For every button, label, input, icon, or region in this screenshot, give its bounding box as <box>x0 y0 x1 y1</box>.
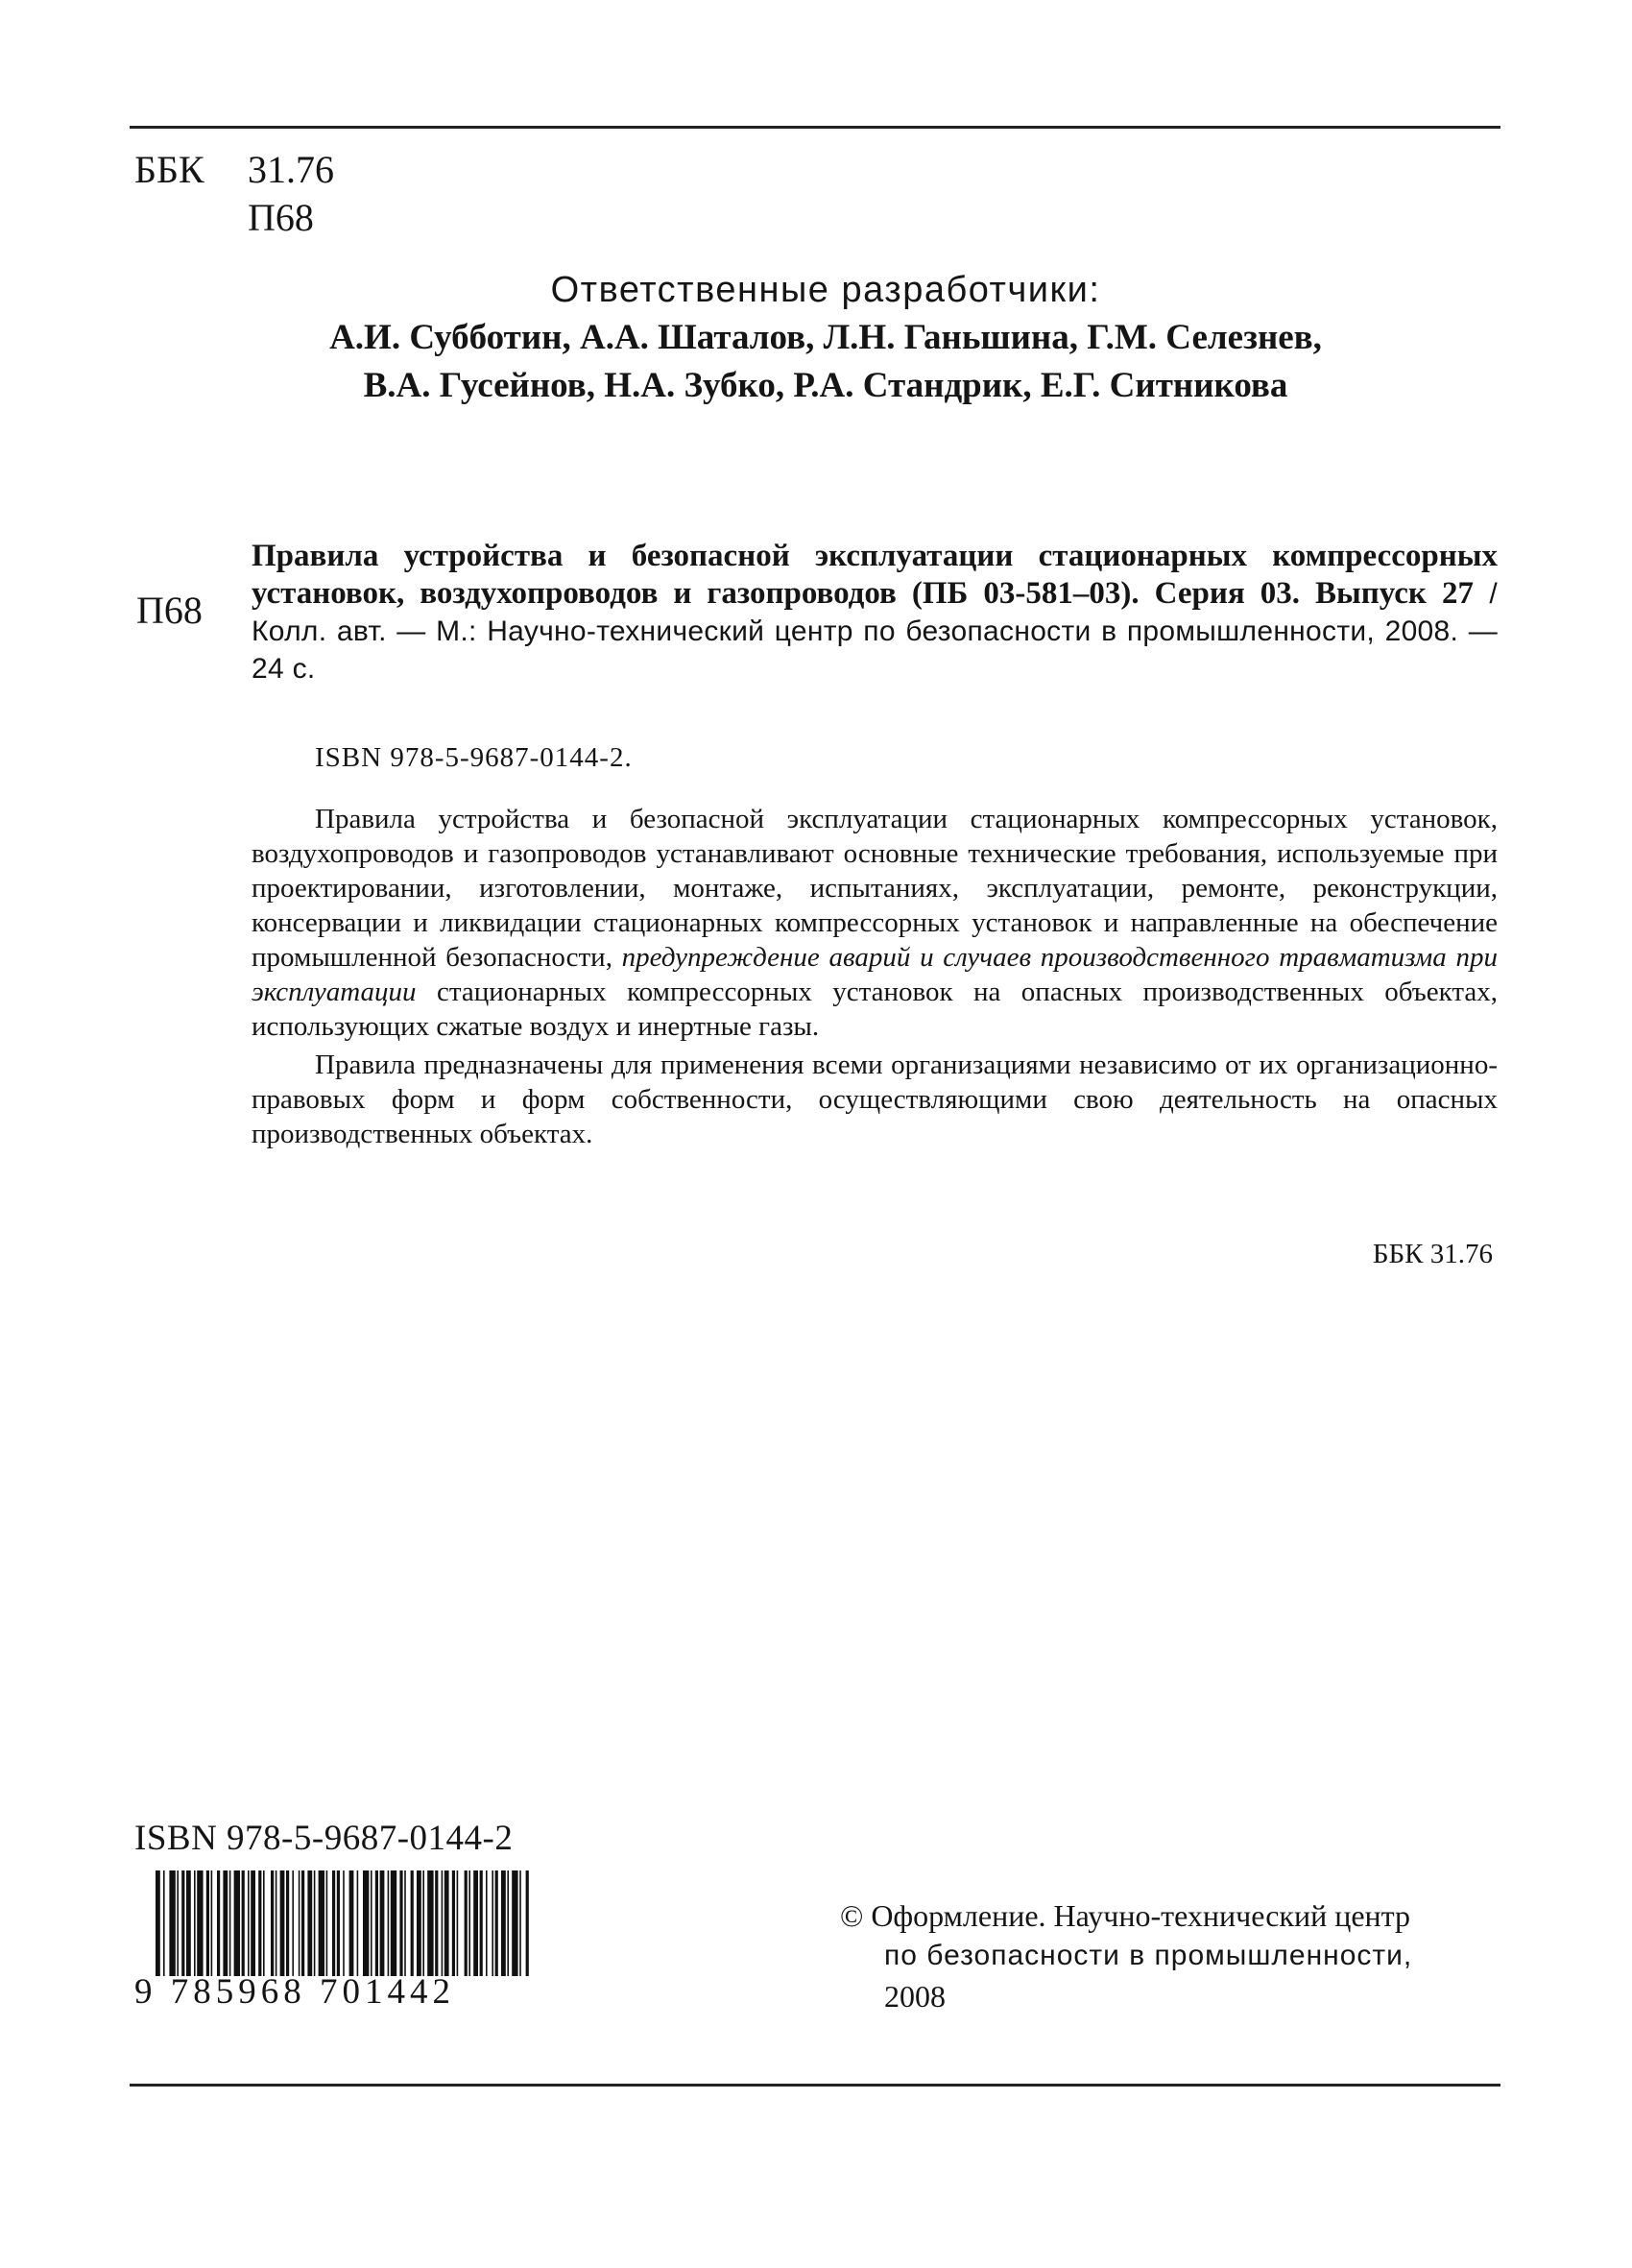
top-rule <box>130 126 1500 129</box>
copyright-line-1: © Оформление. Научно-технический центр <box>840 1898 1411 1933</box>
developer-names-line-2: В.А. Гусейнов, Н.А. Зубко, Р.А. Стандрик, Е.Г. Ситникова <box>363 366 1288 405</box>
abstract-p1-italic: предупреждение аварий и случаев производственного травматизма при эксплуатации <box>252 942 1498 1007</box>
isbn-barcode-label: ISBN 978-5-9687-0144-2 <box>134 1819 514 1858</box>
book-title: Правила устройства и безопасной эксплуатации стационарных компрессорных установок, воздухопроводов и газопроводов (ПБ 03-581–03). Серия 03. Выпуск 27 <box>252 539 1498 611</box>
copyright-line-3: 2008 <box>884 1979 946 2014</box>
isbn-catalog: ISBN 978-5-9687-0144-2. <box>315 742 633 773</box>
bibliographic-record <box>252 538 1498 688</box>
responsible-label: Ответственные разработчики: <box>550 270 1101 310</box>
abstract-paragraph-2: Правила предназначены для применения всеми организациями независимо от их организационно-правовых форм и форм собственности, осуществляющими свою деятельность на опасных производственных объектах. <box>252 1050 1498 1149</box>
bottom-rule <box>130 2084 1500 2087</box>
barcode-image <box>134 1870 538 1976</box>
author-mark: П68 <box>248 196 314 239</box>
abstract-p1-end: стационарных компрессорных установок на опасных производственных объектах, использующих сжатые воздух и инертные газы. <box>252 977 1498 1042</box>
copyright-notice <box>840 1895 1412 2016</box>
abstract-paragraph-1 <box>252 802 1498 1044</box>
publication-details: / Колл. авт. — М.: Научно-технический центр по безопасности в промышленности, 2008. — 24 с. <box>252 578 1498 685</box>
bbk-label: ББК <box>134 148 204 191</box>
responsible-developers <box>240 266 1411 410</box>
bbk-index-block <box>134 146 334 242</box>
barcode-digits: 9 785968 701442 <box>134 1972 455 2012</box>
abstract-p1-start: Правила устройства и безопасной эксплуатации стационарных компрессорных установок, воздухопроводов и газопроводов устанавливают основные технические требования, используемые при проектировании, изготовлении, монтаже, испытаниях, эксплуатации, ремонте, реконструкции, консервации и ликвидации стационарных компрессорных установок и направленные на обеспечение промышленной безопасности, <box>252 804 1498 973</box>
developer-names-line-1: А.И. Субботин, А.А. Шаталов, Л.Н. Ганьшина, Г.М. Селезнев, <box>329 318 1322 357</box>
catalog-author-mark: П68 <box>136 589 203 632</box>
copyright-line-2: по безопасности в промышленности, <box>884 1940 1413 1971</box>
abstract <box>252 802 1498 1151</box>
bbk-footer: ББК 31.76 <box>1372 1239 1493 1269</box>
bbk-code: 31.76 <box>248 148 334 191</box>
